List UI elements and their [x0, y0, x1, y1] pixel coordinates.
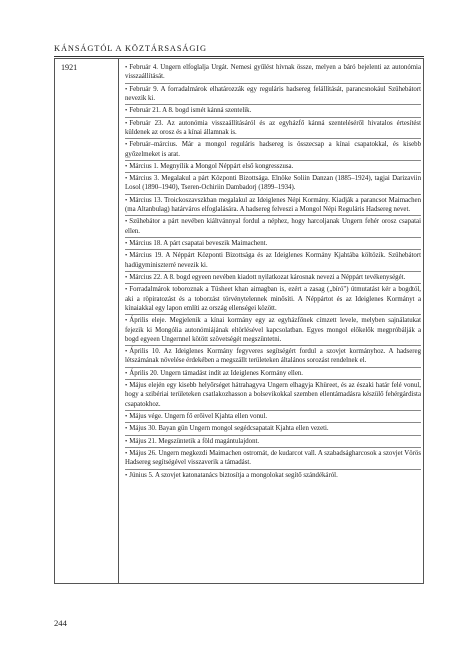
event-text: Március 1. Megnyílik a Mongol Néppárt első kongresszusa. — [129, 162, 294, 170]
event-entry — [125, 217, 421, 238]
event-text: Április 20. Ungern támadást indít az Ideiglenes Kormány ellen. — [129, 369, 303, 377]
bullet-icon: • — [125, 382, 128, 390]
event-text: Június 5. A szovjet katonatanács biztosítja a mongolokat segítő szándékáról. — [129, 471, 338, 479]
event-text: Február 23. Az autonómia visszaállításáról és az egyházfő kánná szenteléséről hivatalos értesítést küldenek az orosz és a kínai államnak is. — [125, 119, 421, 136]
bullet-icon: • — [125, 273, 128, 281]
bullet-icon: • — [125, 196, 128, 204]
header-rule — [54, 56, 424, 57]
event-entry — [125, 381, 421, 411]
event-entry — [125, 174, 421, 195]
event-text: Május 21. Megszüntetik a föld magántulajdont. — [129, 437, 260, 445]
event-text: Március 19. A Néppárt Központi Bizottsága és az Ideiglenes Kormány Kjahtába költözik. Szühebátort hadügyminiszterré nevezik ki. — [125, 252, 421, 269]
bullet-icon: • — [125, 413, 128, 420]
event-entry — [125, 162, 421, 173]
event-text: Szühebátor a párt nevében kiáltvánnyal fordul a néphez, hogy harcoljanak Ungern fehér orosz csapatai ellen. — [125, 218, 421, 235]
bullet-icon: • — [125, 119, 128, 127]
event-entry — [125, 106, 421, 117]
event-text: Február–március. Már a mongol reguláris hadsereg is összecsap a kínai csapatokkal, és kisebb győzelmeket is arat. — [125, 141, 421, 158]
event-entry — [125, 347, 421, 368]
event-text: Április 10. Az Ideiglenes Kormány fegyveres segítségért fordul a szovjet kormányhoz. A hadsereg létszámának növelése érdekében a megszállt területeken általános sorozást rendelnek el. — [125, 348, 421, 365]
bullet-icon: • — [125, 286, 128, 294]
event-entry — [125, 119, 421, 140]
event-list — [125, 63, 421, 482]
event-text: Március 13. Troickoszavszkban megalakul az Ideiglenes Népi Kormány. Kiadják a parancsot Maimachen (ma Altanbulag) határváros elfoglalására. A hadsereg felveszi a Mongol Népi Reguláris Hadsereg nevet. — [125, 196, 421, 214]
event-entry — [125, 412, 421, 423]
event-text: Forradalmárok toboroznak a Tüsheet khan aimagban is, ezért a zasag („bíró") útmutatást kér a bogdtól, aki a röpiratozást és a toborzást törvénytelennek minősíti. A Néppártot és az Ideiglenes Kormányt a kínaiakkal egy lapon említi az ország ellenségei között. — [125, 286, 421, 312]
bullet-icon: • — [125, 437, 128, 445]
bullet-icon: • — [125, 348, 128, 356]
bullet-icon: • — [125, 85, 128, 93]
event-text: Április eleje. Megjelenik a kínai kormány egy az egyházfőnek címzett levele, melyben sajnálatukat fejezik ki Mongólia autonómiájának eltörlésével kapcsolatban. Egyes mongol előkelők megpróbálják a bogd egyeen Ungernnel kötött szövetségét megszüntetni. — [125, 317, 421, 343]
bullet-icon: • — [125, 240, 128, 247]
event-text: Március 3. Megalakul a párt Központi Bizottsága. Elnöke Soliin Danzan (1885–1924), tagjai Darizaviin Losol (1890–1940), Tseren-Ochiriin Dambadorj (1899–1934). — [125, 175, 421, 192]
event-text: Május vége. Ungern fő erőivel Kjahta ellen vonul. — [129, 413, 268, 420]
bullet-icon: • — [125, 64, 128, 71]
event-entry — [125, 140, 421, 161]
bullet-icon: • — [125, 317, 128, 325]
event-entry — [125, 251, 421, 272]
bullet-icon: • — [125, 449, 128, 457]
bullet-icon: • — [125, 218, 128, 226]
event-text: Február 21. A 8. bogd ismét kánná szentelik. — [129, 107, 252, 115]
event-text: Február 4. Ungern elfoglalja Urgát. Nemesi gyűlést hívnak össze, melyen a báró bejelenti az autonómia visszaállítását. — [125, 64, 421, 81]
event-text: Február 9. A forradalmárok elhatározzák egy reguláris hadsereg felállítását, parancsnokául Szühebátort nevezik ki. — [125, 85, 421, 102]
event-text: Március 18. A párt csapatai beveszik Maimachent. — [129, 240, 268, 247]
event-entry — [125, 471, 421, 481]
bullet-icon: • — [125, 252, 128, 260]
event-entry — [125, 85, 421, 106]
year-cell: 1921 — [61, 63, 78, 72]
event-entry — [125, 449, 421, 470]
event-entry — [125, 196, 421, 217]
event-text: Május 26. Ungern megkezdi Maimachen ostromát, de kudarcot vall. A szabadságharcosok a szovjet Vörös Hadsereg segítségével visszaverik a támadást. — [125, 449, 421, 467]
event-text: Május 30. Bayan gün Ungern mongol segédcsapatait Kjahta ellen vezeti. — [129, 425, 329, 433]
bullet-icon: • — [125, 107, 128, 115]
event-entry — [125, 63, 421, 84]
event-text: Március 22. A 8. bogd egyeen nevében kiadott nyilatkozat károsnak nevezi a Néppárt tevékenységét. — [129, 273, 406, 281]
bullet-icon: • — [125, 471, 128, 479]
event-entry — [125, 437, 421, 448]
chronology-table — [54, 58, 424, 584]
column-divider — [118, 59, 119, 583]
running-head: KÁNSÁGTÓL A KÖZTÁRSASÁGIG — [54, 44, 207, 53]
event-entry — [125, 273, 421, 284]
event-text: Május elején egy kisebb helyőrséget hátrahagyva Ungern elhagyja Khüreet, és az északi határ felé vonul, hogy a szibériai területeken csatlakozhasson a bolsevikokkal szemben ellentámadásra készülő fehérgárdista csapatokhoz. — [125, 382, 421, 408]
event-entry — [125, 285, 421, 315]
bullet-icon: • — [125, 162, 128, 170]
event-entry — [125, 316, 421, 346]
event-entry — [125, 424, 421, 435]
event-entry — [125, 369, 421, 380]
bullet-icon: • — [125, 425, 128, 433]
event-entry — [125, 239, 421, 250]
bullet-icon: • — [125, 175, 128, 183]
bullet-icon: • — [125, 369, 128, 377]
bullet-icon: • — [125, 141, 128, 149]
page-number: 244 — [54, 618, 67, 628]
